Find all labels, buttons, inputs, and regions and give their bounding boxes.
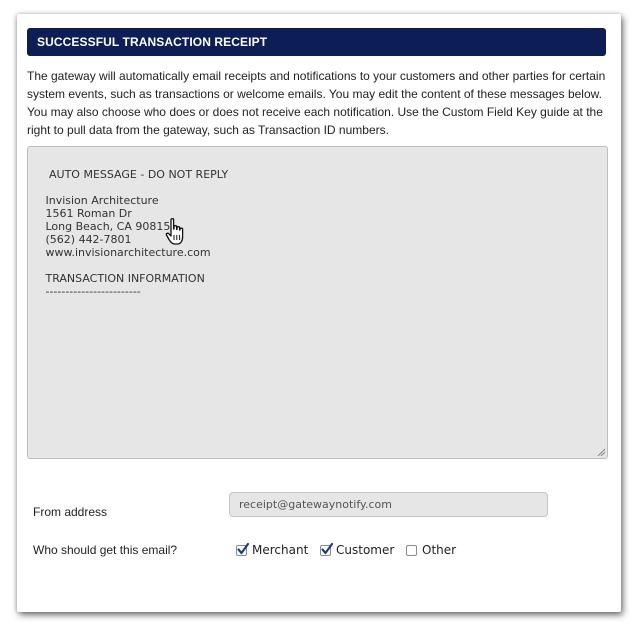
other-checkbox[interactable]: [406, 545, 417, 556]
checkmark-icon: [320, 542, 334, 556]
customer-label: Customer: [336, 543, 395, 557]
customer-option[interactable]: [320, 543, 394, 557]
section-header: SUCCESSFUL TRANSACTION RECEIPT: [27, 28, 606, 56]
merchant-label: Merchant: [252, 543, 309, 557]
from-address-label: From address: [33, 505, 108, 519]
merchant-option[interactable]: [236, 543, 308, 557]
hand-pointer-icon: [165, 217, 187, 247]
message-body-text: AUTO MESSAGE - DO NOT REPLY Invision Architecture 1561 Roman Dr Long Beach, CA 90815 (562) 442-7801 www.invisionarchitecture.com TRANSACTION INFORMATION ------------------------: [45, 168, 229, 298]
merchant-checkbox[interactable]: [236, 545, 247, 556]
section-description: The gateway will automatically email receipts and notifications to your customers and other parties for certain system events, such as transactions or welcome emails. You may edit the content of these messages below. You may also choose who does or does not receive each notification. Use the Custom Field Key guide at the right to pull data from the gateway, such as Transaction ID numbers.: [27, 69, 606, 137]
resize-grip-icon[interactable]: [597, 448, 605, 456]
message-body-textarea[interactable]: [27, 146, 608, 459]
from-address-field[interactable]: receipt@gatewaynotify.com: [229, 492, 548, 517]
customer-checkbox[interactable]: [320, 545, 331, 556]
recipients-label: Who should get this email?: [33, 543, 178, 557]
email-settings-panel: [17, 14, 621, 612]
other-label: Other: [422, 543, 457, 557]
checkmark-icon: [236, 542, 250, 556]
other-option[interactable]: [406, 543, 456, 557]
